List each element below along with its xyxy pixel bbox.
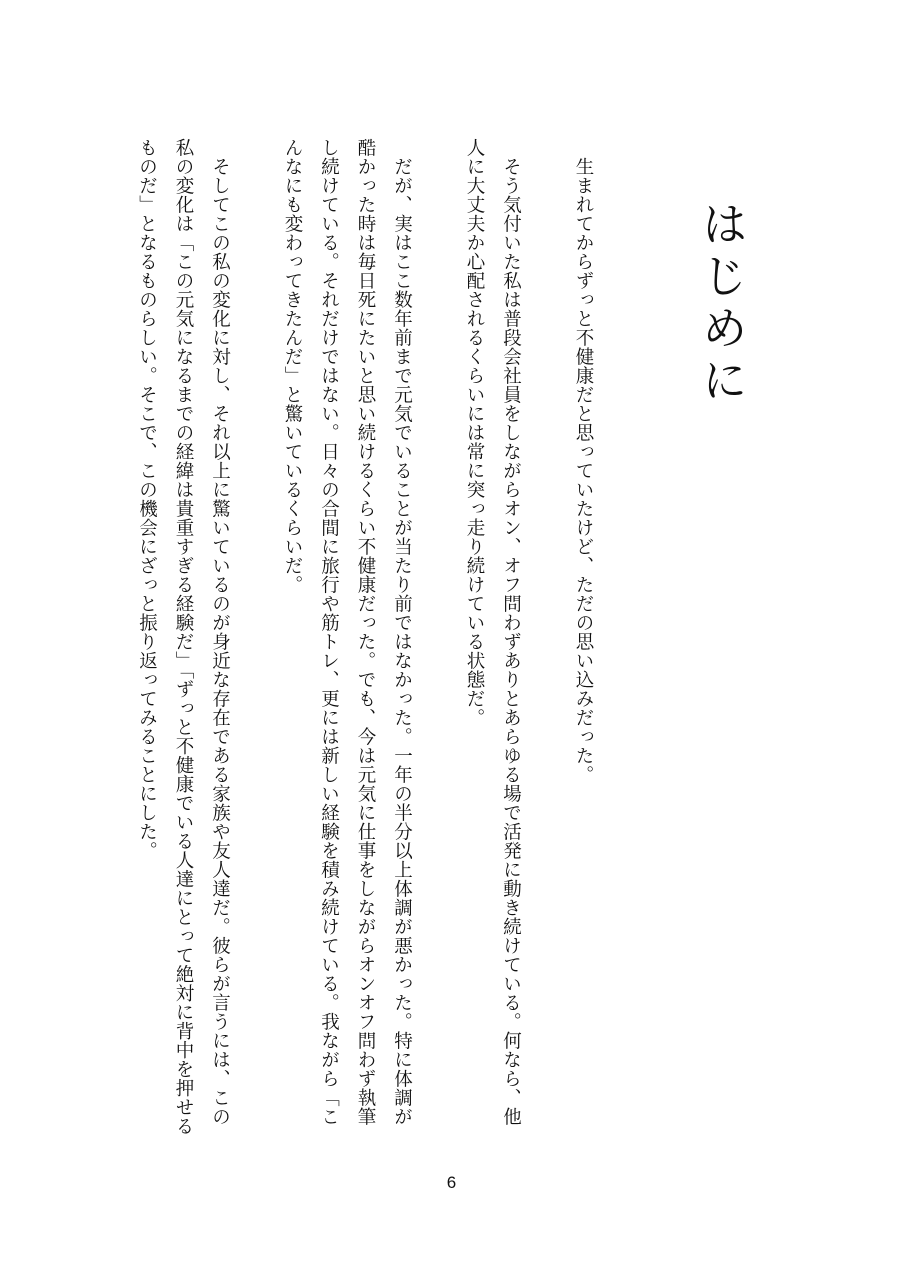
page-number: 6 [446, 1173, 457, 1192]
body-text [128, 138, 601, 1138]
chapter-title: はじめに [694, 200, 749, 408]
paragraph-1: 生まれてからずっと不健康だと思っていたけど、ただの思い込みだった。 [573, 156, 594, 784]
paragraph-spacer [529, 138, 565, 1138]
paragraph-spacer [238, 138, 274, 1138]
paragraph-3: だが、実はここ数年前まで元気でいることが当たり前ではなかった。一年の半分以上体調が悪かった。特に体調が酷かった時は毎日死にたいと思い続けるくらい不健康だった。でも、今は元気に仕事をしながらオンオフ問わず執筆し続けている。それだけではない。日々の合間に旅行や筋トレ、更には新しい経験を積み続けている。我ながら「こんなにも変わってきたんだ」と驚いているくらいだ。 [282, 138, 413, 1126]
paragraph-4: そしてこの私の変化に対し、それ以上に驚いているのが身近な存在である家族や友人達だ。彼らが言うには、この私の変化は「この元気になるまでの経緯は貴重すぎる経験だ」「ずっと不健康でいる人達にとって絶対に背中を押せるものだ」となるものらしい。そこで、この機会にざっと振り返ってみることにした。 [136, 138, 231, 1136]
paragraph-2: そう気付いた私は普段会社員をしながらオン、オフ問わずありとあらゆる場で活発に動き続けている。何なら、他人に大丈夫か心配されるくらいには常に突っ走り続けている状態だ。 [464, 138, 522, 1126]
paragraph-spacer [420, 138, 456, 1138]
